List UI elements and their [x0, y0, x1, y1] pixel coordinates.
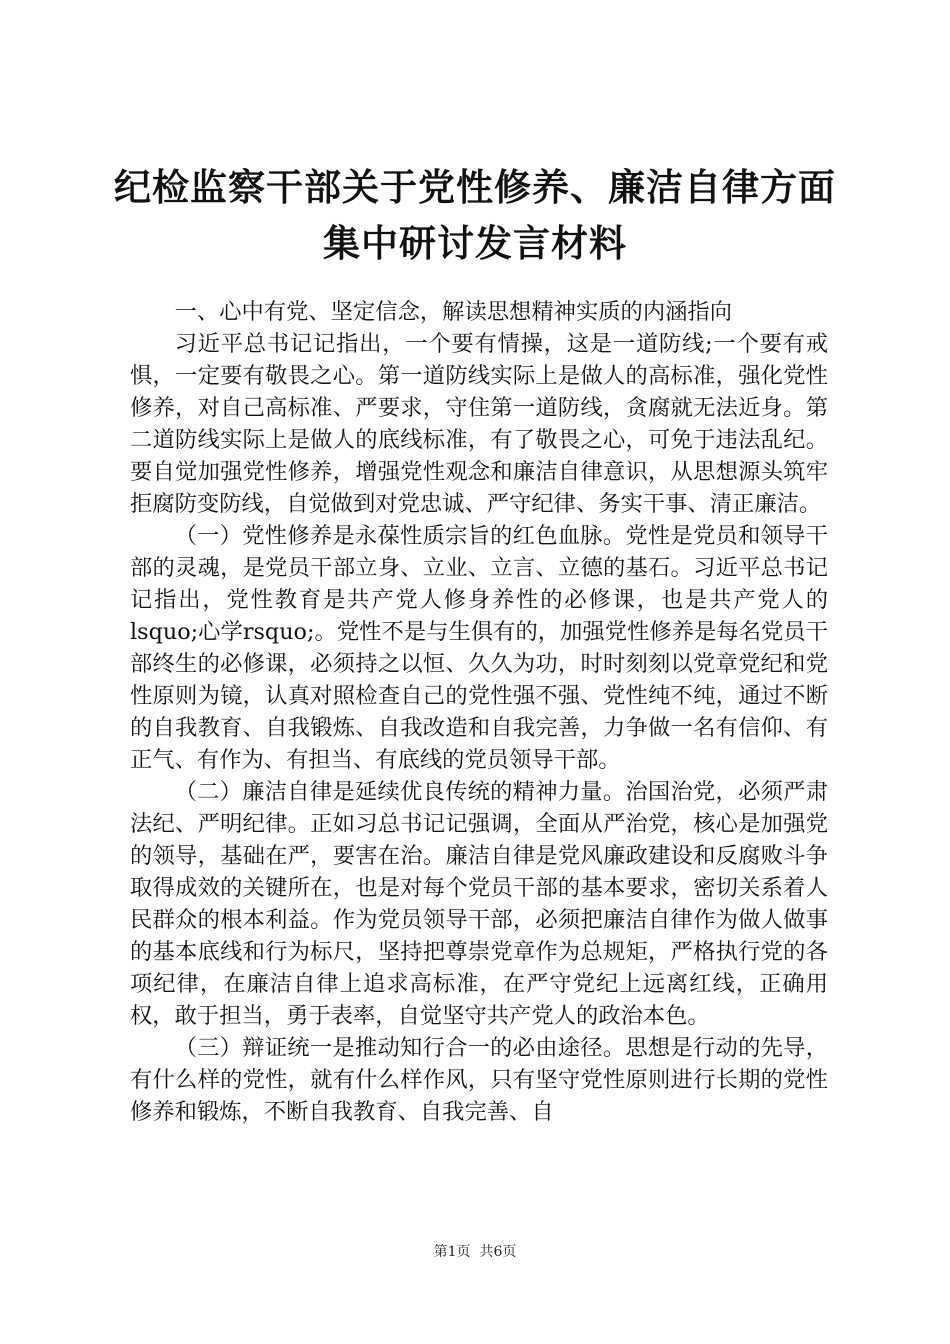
page-footer: [0, 1242, 950, 1262]
page-total: 共6页: [479, 1244, 517, 1260]
paragraph: （一）党性修养是永葆性质宗旨的红色血脉。党性是党员和领导干部的灵魂，是党员干部立身、立业、立言、立德的基石。习近平总书记记指出，党性教育是共产党人修身养性的必修课，也是共产党人的lsquo;心学rsquo;。党性不是与生俱有的，加强党性修养是每名党员干部终生的必修课，必须持之以恒、久久为功，时时刻刻以党章党纪和党性原则为镜，认真对照检查自己的党性强不强、党性纯不纯，通过不断的自我教育、自我锻炼、自我改造和自我完善，力争做一名有信仰、有正气、有作为、有担当、有底线的党员领导干部。: [130, 523, 828, 773]
paragraph: （二）廉洁自律是延续优良传统的精神力量。治国治党，必须严肃法纪、严明纪律。正如习总书记记强调，全面从严治党，核心是加强党的领导，基础在严，要害在治。廉洁自律是党风廉政建设和反腐败斗争取得成效的关键所在，也是对每个党员干部的基本要求，密切关系着人民群众的根本利益。作为党员领导干部，必须把廉洁自律作为做人做事的基本底线和行为标尺，坚持把尊崇党章作为总规矩，严格执行党的各项纪律，在廉洁自律上追求高标准，在严守党纪上远离红线，正确用权，敢于担当，勇于表率，自觉坚守共产党人的政治本色。: [130, 779, 828, 1029]
paragraph: 习近平总书记记指出，一个要有情操，这是一道防线;一个要有戒惧，一定要有敬畏之心。第一道防线实际上是做人的高标准，强化党性修养，对自己高标准、严要求，守住第一道防线，贪腐就无法近身。第二道防线实际上是做人的底线标准，有了敬畏之心，可免于违法乱纪。要自觉加强党性修养，增强党性观念和廉洁自律意识，从思想源头筑牢拒腐防变防线，自觉做到对党忠诚、严守纪律、务实干事、清正廉洁。: [130, 331, 828, 517]
document-title: 纪检监察干部关于党性修养、廉洁自律方面集中研讨发言材料: [114, 166, 836, 265]
page-number: 第1页: [433, 1244, 471, 1260]
paragraph: （三）辩证统一是推动知行合一的必由途径。思想是行动的先导，有什么样的党性，就有什么样作风，只有坚守党性原则进行长期的党性修养和锻炼，不断自我教育、自我完善、自: [130, 1035, 828, 1125]
document-body: [130, 296, 828, 1128]
section-heading: 一、心中有党、坚定信念，解读思想精神实质的内涵指向: [174, 299, 733, 325]
